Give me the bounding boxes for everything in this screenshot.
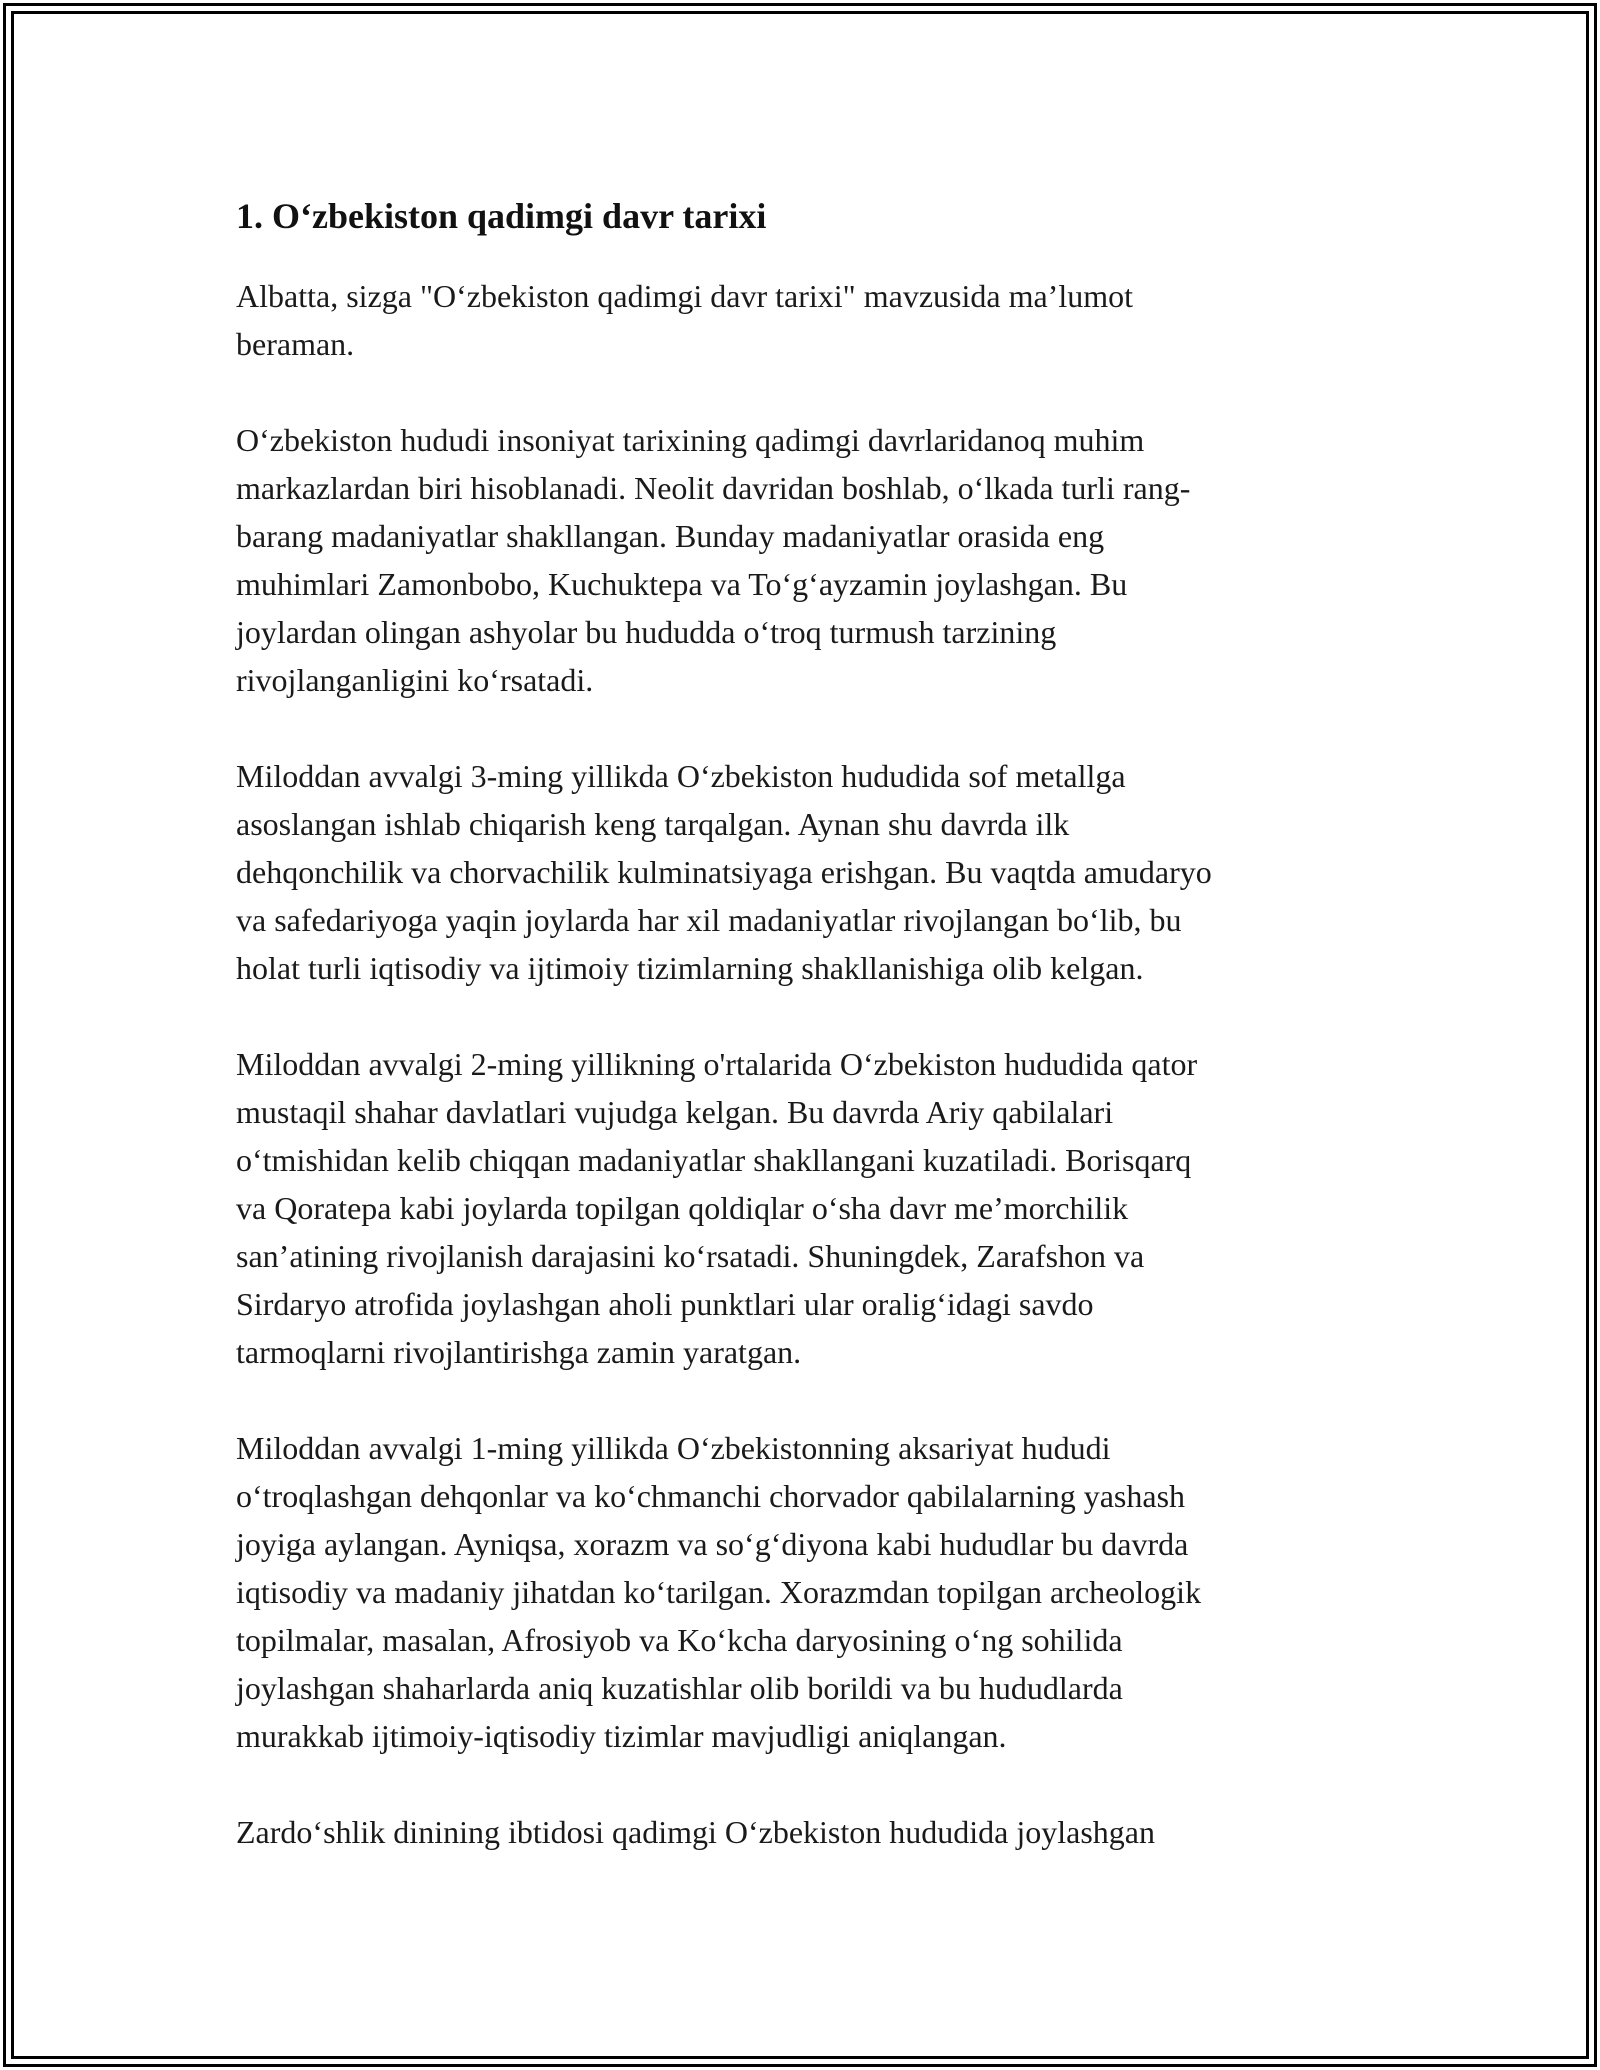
document-body [236, 186, 1366, 1904]
zoroastrianism-paragraph: Zardo‘shlik dinining ibtidosi qadimgi O‘zbekiston hududida joylashgan [236, 1814, 1155, 1850]
section-heading: 1. O‘zbekiston qadimgi davr tarixi [236, 196, 767, 236]
first-millennium-paragraph: Miloddan avvalgi 1-ming yillikda O‘zbekistonning aksariyat hududi o‘troqlashgan dehqonlar va ko‘chmanchi chorvador qabilalarning yashash joyiga aylangan. Ayniqsa, xorazm va so‘g‘diyona kabi hududlar bu davrda iqtisodiy va madaniy jihatdan ko‘tarilgan. Xorazmdan topilgan archeologik topilmalar, masalan, Afrosiyob va Ko‘kcha daryosining o‘ng sohilida joylashgan shaharlarda aniq kuzatishlar olib borildi va bu hududlarda murakkab ijtimoiy-iqtisodiy tizimlar mavjudligi aniqlangan. [236, 1430, 1202, 1754]
intro-paragraph: Albatta, sizga "O‘zbekiston qadimgi davr tarixi" mavzusida ma’lumot beraman. [236, 278, 1133, 362]
second-millennium-paragraph: Miloddan avvalgi 2-ming yillikning o'rtalarida O‘zbekiston hududida qator mustaqil shahar davlatlari vujudga kelgan. Bu davrda Ariy qabilalari o‘tmishidan kelib chiqqan madaniyatlar shakllangani kuzatiladi. Borisqarq va Qoratepa kabi joylarda topilgan qoldiqlar o‘sha davr me’morchilik san’atining rivojlanish darajasini ko‘rsatadi. Shuningdek, Zarafshon va Sirdaryo atrofida joylashgan aholi punktlari ular oralig‘idagi savdo tarmoqlarni rivojlantirishga zamin yaratgan. [236, 1046, 1198, 1370]
third-millennium-paragraph: Miloddan avvalgi 3-ming yillikda O‘zbekiston hududida sof metallga asoslangan ishlab chiqarish keng tarqalgan. Aynan shu davrda ilk dehqonchilik va chorvachilik kulminatsiyaga erishgan. Bu vaqtda amudaryo va safedariyoga yaqin joylarda har xil madaniyatlar rivojlangan bo‘lib, bu holat turli iqtisodiy va ijtimoiy tizimlarning shakllanishiga olib kelgan. [236, 758, 1212, 986]
neolithic-paragraph: O‘zbekiston hududi insoniyat tarixining qadimgi davrlaridanoq muhim markazlardan biri hisoblanadi. Neolit davridan boshlab, o‘lkada turli rang- barang madaniyatlar shakllangan. Bunday madaniyatlar orasida eng muhimlari Zamonbobo, Kuchuktepa va To‘g‘ayzamin joylashgan. Bu joylardan olingan ashyolar bu hududda o‘troq turmush tarzining rivojlanganligini ko‘rsatadi. [236, 422, 1191, 698]
